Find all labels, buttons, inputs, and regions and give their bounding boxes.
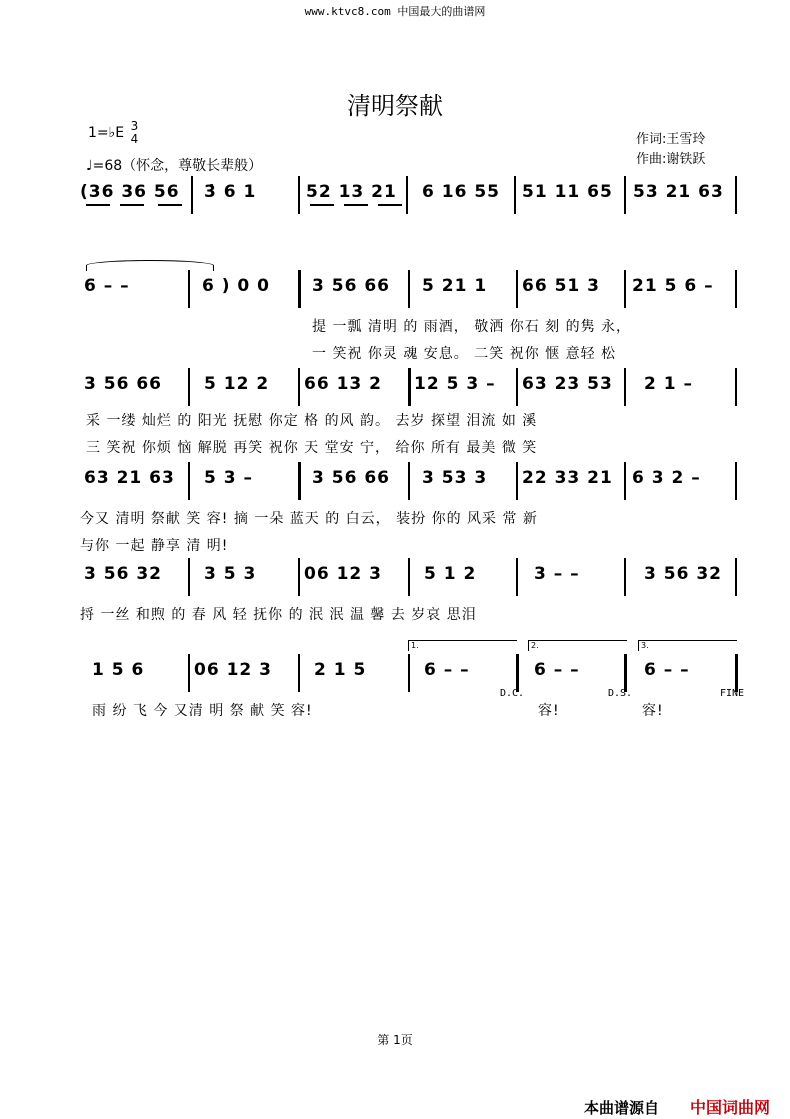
measure: 5 3 –	[204, 468, 253, 488]
measure: 53 21 63	[633, 182, 724, 202]
score-row-5	[78, 558, 738, 604]
page-number: 第 1页	[377, 1033, 413, 1047]
measure: 3 – –	[534, 564, 580, 584]
measure: 3 56 66	[312, 468, 390, 488]
measure: 6 3 2 –	[632, 468, 701, 488]
lyric-line: 提 一瓢 清明 的 雨酒， 敬洒 你石 刻 的隽 永，	[312, 319, 632, 335]
lyric-line: 容!	[538, 703, 560, 719]
measure: 1 5 6	[92, 660, 145, 680]
volta-3: 3.	[638, 640, 737, 651]
lyricist-credit: 作词:王雪玲	[636, 132, 706, 147]
volta-2: 2.	[528, 640, 627, 651]
key-signature	[88, 120, 138, 146]
measure: 3 53 3	[422, 468, 488, 488]
score-row-1	[78, 176, 738, 222]
ds-mark: D.S.	[608, 688, 633, 699]
measure: 12 5 3 –	[414, 374, 496, 394]
score-row-4	[78, 462, 738, 508]
measure: 3 56 66	[312, 276, 390, 296]
measure: 6 16 55	[422, 182, 500, 202]
measure: 06 12 3	[304, 564, 382, 584]
measure: 06 12 3	[194, 660, 272, 680]
footer-source-label: 本曲谱源自	[584, 1099, 660, 1117]
time-top: 3	[130, 119, 139, 133]
measure: 2 1 –	[644, 374, 693, 394]
measure: 52 13 21	[306, 182, 397, 202]
measure: 66 51 3	[522, 276, 600, 296]
dc-mark: D.C.	[500, 688, 525, 699]
measure: 6 – –	[424, 660, 470, 680]
measure: 5 21 1	[422, 276, 488, 296]
measure: 6 – –	[644, 660, 690, 680]
measure: 22 33 21	[522, 468, 613, 488]
time-bottom: 4	[130, 132, 139, 146]
measure: 3̇ 6 1	[204, 182, 257, 202]
lyric-line: 捋 一丝 和煦 的 春 风 轻 抚你 的 泯 泯 温 馨 去 岁哀 思泪	[80, 607, 477, 623]
measure: 3 56 32	[644, 564, 722, 584]
lyric-line: 今又 清明 祭献 笑 容! 摘 一朵 蓝天 的 白云， 装扮 你的 风采 常 新	[80, 511, 538, 527]
measure: 6 – –	[84, 276, 130, 296]
measure: 6 ) 0 0	[202, 276, 271, 296]
measure: 63 21 63	[84, 468, 175, 488]
volta-1: 1.	[408, 640, 517, 651]
measure: 3 5 3	[204, 564, 257, 584]
key-note: E	[115, 125, 125, 141]
measure: 5 1 2	[424, 564, 477, 584]
tempo-marking: ♩=68（怀念，尊敬长辈般）	[86, 158, 263, 174]
lyric-line: 三 笑祝 你烦 恼 解脱 再笑 祝你 天 堂安 宁， 给你 所有 最美 微 笑	[86, 440, 538, 456]
measure: 3 56 66	[84, 374, 162, 394]
site-banner[interactable]: www.ktvc8.com 中国最大的曲谱网	[304, 5, 486, 18]
composer-credit: 作曲:谢铁跃	[636, 152, 706, 167]
lyric-line: 与你 一起 静享 清 明!	[80, 538, 229, 554]
lyric-line: 一 笑祝 你灵 魂 安息。 二笑 祝你 惬 意轻 松	[312, 346, 617, 362]
measure: 3 56 32	[84, 564, 162, 584]
lyric-line: 容!	[642, 703, 664, 719]
footer-site-logo[interactable]: 中国词曲网	[690, 1098, 771, 1117]
measure: 51 11 65	[522, 182, 613, 202]
flat-symbol: ♭	[108, 125, 116, 141]
score-row-6	[78, 654, 738, 700]
measure: 66 13 2	[304, 374, 382, 394]
measure: 5 12 2	[204, 374, 270, 394]
lyric-line: 采 一缕 灿烂 的 阳光 抚慰 你定 格 的风 韵。 去岁 探望 泪流 如 溪	[86, 413, 538, 429]
song-title: 清明祭献	[347, 92, 443, 120]
lyric-line: 雨 纷 飞 今 又清 明 祭 献 笑 容!	[92, 703, 313, 719]
time-signature	[131, 120, 139, 146]
key-prefix: 1=	[88, 125, 109, 141]
fine-mark: FINE	[720, 688, 745, 699]
score-row-3	[78, 368, 738, 414]
measure: 63 23 53	[522, 374, 613, 394]
measure: 6 – –	[534, 660, 580, 680]
measure: (36 36 56	[80, 182, 180, 202]
measure: 2 1 5	[314, 660, 367, 680]
measure: 21 5 6 –	[632, 276, 714, 296]
score-row-2	[78, 270, 738, 316]
